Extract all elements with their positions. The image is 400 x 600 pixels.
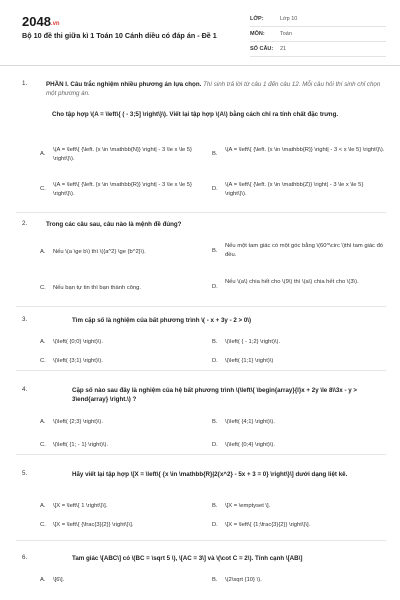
meta-value: Lớp 10 xyxy=(280,16,298,22)
meta-row-class xyxy=(250,12,386,27)
meta-value: 21 xyxy=(280,46,287,52)
option-text: \(\left( {3;1} \right)\). xyxy=(53,358,103,364)
option-letter: D. xyxy=(212,358,218,364)
option-text: \[X = \left\{ {1;\frac{3}{2}} \right\}\]. xyxy=(225,522,311,528)
divider xyxy=(16,370,386,371)
meta-key: MÔN: xyxy=(250,31,265,37)
question-stem: Tam giác \[ABC\] có \(BC = \sqrt 5 \), \[AC = 3\] và \(\cot C = 2\). Tính cạnh \[AB\] xyxy=(72,555,303,562)
option-text: Nếu \(a \ge b\) thì \({a^2} \ge {b^2}\). xyxy=(53,249,146,255)
meta-row-question-count xyxy=(250,42,386,57)
option-letter: D. xyxy=(212,284,218,290)
option-letter: A. xyxy=(40,577,46,583)
option-text: \[6\]. xyxy=(53,577,65,583)
question-number: 6. xyxy=(22,554,28,561)
option-letter: A. xyxy=(40,419,46,425)
option-text: Nếu một tam giác có một góc bằng \(60^\circ \)thì tam giác đó đều. xyxy=(225,243,384,258)
question-stem: Trong các câu sau, câu nào là mệnh đề đúng? xyxy=(46,221,182,228)
option-letter: B. xyxy=(212,339,218,345)
option-letter: B. xyxy=(212,577,218,583)
question-stem: Cặp số nào sau đây là nghiệm của hệ bất phương trình \(\left\{ \begin{array}{l}x + 2y \le 8\\3x - y > 3\end{array} \right.\) ? xyxy=(72,387,357,403)
option-text: \(\left( {0;4} \right)\). xyxy=(225,442,275,448)
option-text: \(A = \left\{ {\left. {x \in \mathbb{Z}} \right| - 3 \le x \le 5} \right\}\). xyxy=(225,182,364,197)
divider xyxy=(16,540,386,541)
meta-key: SỐ CÂU: xyxy=(250,46,274,52)
option-letter: D. xyxy=(212,186,218,192)
option-text: Nếu \(a\) chia hết cho \(9\) thì \(a\) chia hết cho \(3\). xyxy=(225,279,359,285)
option-letter: B. xyxy=(212,503,218,509)
option-letter: C. xyxy=(40,358,46,364)
question-stem: Cho tập hợp \(A = \left\{ ( - 3;5] \right\}\). Viết lại tập hợp \(A\) bằng cách chỉ ra tính chất đặc trưng. xyxy=(52,111,339,118)
question-number: 4. xyxy=(22,386,28,393)
option-letter: B. xyxy=(212,419,218,425)
question-stem: Hãy viết lại tập hợp \[X = \left\{ {x \in \mathbb{R}|2{x^2} - 5x + 3 = 0} \right\}\] dưới dạng liệt kê. xyxy=(72,471,348,478)
option-letter: B. xyxy=(212,151,218,157)
question-stem: Tìm cặp số là nghiệm của bất phương trình \( - x + 3y - 2 > 0\) xyxy=(72,317,252,324)
option-letter: A. xyxy=(40,249,46,255)
option-text: Nếu bạn tự tin thì bạn thành công. xyxy=(53,285,141,291)
option-text: \(A = \left\{ {\left. {x \in \mathbb{R}} \right| - 3 \le x \le 5} \right\}\). xyxy=(53,182,192,197)
logo-domain: .vn xyxy=(50,21,60,27)
site-logo[interactable] xyxy=(22,14,60,29)
document-title: Bộ 10 đề thi giữa kì 1 Toán 10 Cánh diều có đáp án - Đề 1 xyxy=(22,31,217,40)
option-text: \(A = \left\{ {\left. {x \in \mathbb{N}} \right| - 3 \le x \le 5} \right\}\). xyxy=(53,147,192,162)
part-label: PHẦN I. Câu trắc nghiệm nhiều phương án lựa chọn. xyxy=(46,81,202,88)
option-text: \[X = \left\{ {\frac{3}{2}} \right\}\]. xyxy=(53,522,134,528)
option-text: \(\left( {1; - 1} \right)\). xyxy=(53,442,109,448)
logo-text: 2048 xyxy=(22,14,51,29)
part-intro xyxy=(46,80,384,98)
option-letter: A. xyxy=(40,503,46,509)
meta-key: LỚP: xyxy=(250,16,264,22)
question-number: 2. xyxy=(22,220,28,227)
option-text: \(A = \left\{ {\left. {x \in \mathbb{R}} \right| - 3 < x \le 5} \right\}\). xyxy=(225,147,385,153)
option-letter: D. xyxy=(212,442,218,448)
divider xyxy=(16,454,386,455)
divider xyxy=(16,212,386,213)
option-text: \(\left( {1;1} \right)\) xyxy=(225,358,274,364)
option-letter: C. xyxy=(40,522,46,528)
question-number: 3. xyxy=(22,316,28,323)
option-letter: A. xyxy=(40,151,46,157)
option-text: \(\left( {0;0} \right)\). xyxy=(53,339,103,345)
divider xyxy=(16,306,386,307)
option-text: \[X = \left\{ 1 \right\}\]. xyxy=(53,503,108,509)
option-letter: C. xyxy=(40,186,46,192)
meta-value: Toán xyxy=(280,31,292,37)
option-text: \(\left( {4;1} \right)\). xyxy=(225,419,275,425)
option-letter: B. xyxy=(212,248,218,254)
part-description: Thí sinh trả lời từ câu 1 đến câu 12. Mỗi câu hỏi thí sinh chỉ chọn một phương án. xyxy=(46,81,381,97)
option-text: \(2\sqrt {10} \). xyxy=(225,577,262,583)
meta-row-subject xyxy=(250,27,386,42)
option-letter: C. xyxy=(40,285,46,291)
option-text: \(\left( { - 1;2} \right)\). xyxy=(225,339,281,345)
option-letter: A. xyxy=(40,339,46,345)
option-text: \[X = \emptyset \]. xyxy=(225,503,271,509)
option-letter: D. xyxy=(212,522,218,528)
document-header xyxy=(0,0,400,66)
question-number: 1. xyxy=(22,80,28,87)
question-number: 5. xyxy=(22,470,28,477)
option-letter: C. xyxy=(40,442,46,448)
meta-table xyxy=(250,12,386,57)
option-text: \(\left( {2;3} \right)\). xyxy=(53,419,103,425)
